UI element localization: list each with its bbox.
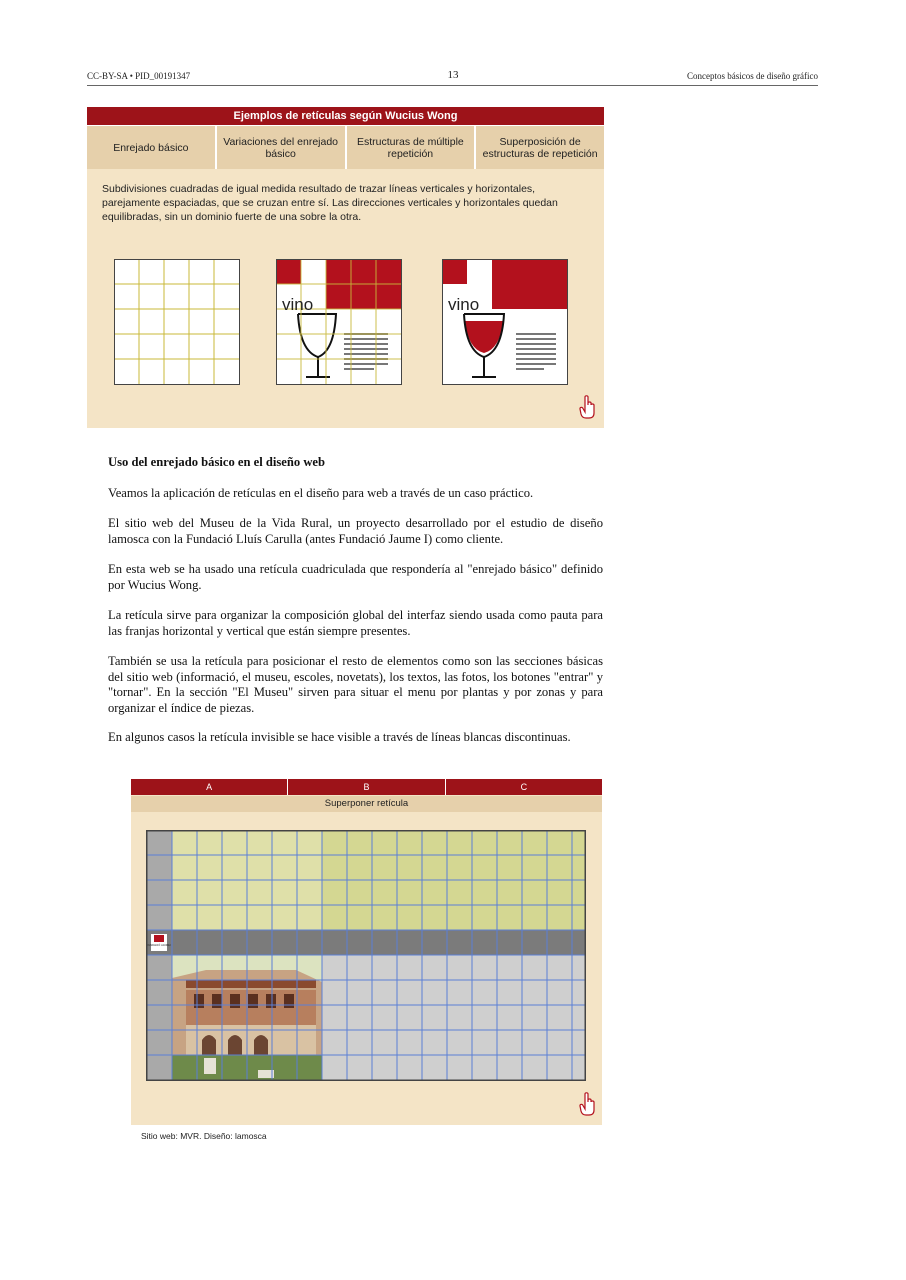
thumb-vino-grid bbox=[276, 259, 402, 385]
tab-estructuras[interactable]: Estructuras de múltiple repetición bbox=[347, 126, 477, 169]
pointer-hand-icon-2[interactable] bbox=[579, 1092, 597, 1116]
paragraph-3: En esta web se ha usado una retícula cuadriculada que respondería al "enrejado básico" definido por Wucius Wong. bbox=[108, 562, 603, 592]
section-heading: Uso del enrejado básico en el diseño web bbox=[108, 455, 326, 469]
figure-superponer-reticula bbox=[131, 779, 602, 1125]
header-left: CC-BY-SA • PID_00191347 bbox=[87, 71, 191, 81]
paragraph-6: En algunos casos la retícula invisible se hace visible a través de líneas blancas discontinuas. bbox=[108, 730, 571, 744]
tab-b[interactable]: B bbox=[288, 779, 445, 795]
figure2-tabs bbox=[131, 779, 602, 795]
thumb-basic-grid bbox=[114, 259, 240, 385]
vino-final-graphic bbox=[442, 259, 568, 385]
figure1-title: Ejemplos de retículas según Wucius Wong bbox=[87, 107, 604, 125]
superponer-reticula-label[interactable]: Superponer retícula bbox=[131, 796, 602, 812]
header-rule bbox=[87, 85, 818, 86]
header-right: Conceptos básicos de diseño gráfico bbox=[687, 71, 818, 81]
tab-superposicion[interactable]: Superposición de estructuras de repetición bbox=[476, 126, 604, 169]
tab-a[interactable]: A bbox=[131, 779, 288, 795]
paragraph-1: Veamos la aplicación de retículas en el diseño para web a través de un caso práctico. bbox=[108, 486, 534, 500]
figure2-caption: Sitio web: MVR. Diseño: lamosca bbox=[141, 1131, 267, 1141]
website-grid-graphic bbox=[146, 830, 586, 1081]
logo-text: FUNDACIÓ JAUME I bbox=[146, 944, 172, 947]
tab-c[interactable]: C bbox=[446, 779, 602, 795]
vino-word: vino bbox=[282, 295, 314, 314]
tab-variaciones[interactable]: Variaciones del enrejado básico bbox=[217, 126, 347, 169]
figure-wucius-wong bbox=[87, 107, 604, 428]
thumb-vino-final bbox=[442, 259, 568, 385]
basic-grid-graphic bbox=[114, 259, 240, 385]
page-number: 13 bbox=[447, 69, 459, 81]
paragraph-2: El sitio web del Museu de la Vida Rural, un proyecto desarrollado por el estudio de diseño lamosca con la Fundació Lluís Carulla (antes Fundació Jaume I) como cliente. bbox=[108, 516, 603, 546]
paragraph-4: La retícula sirve para organizar la composición global del interfaz siendo usada como pauta para las franjas horizontal y vertical que están siempre presentes. bbox=[108, 608, 603, 638]
paragraph-5: También se usa la retícula para posicionar el resto de elementos como son las secciones básicas del sitio web (informació, el museu, escoles, novetats), los textos, las fotos, los botones "entrar" y "tornar". En la sección "El Museu" sirven para situar el menu por plantas y por zonas y para organizar el índice de piezas. bbox=[108, 654, 603, 715]
vino-grid-graphic bbox=[276, 259, 402, 385]
website-grid-preview bbox=[146, 830, 586, 1081]
figure1-description: Subdivisiones cuadradas de igual medida resultado de trazar líneas verticales y horizontales, parejamente espaciadas, que se cruzan entre sí. Las direcciones verticales y horizontales quedan equilibradas, sin un dominio fuerte de una sobre la otra. bbox=[102, 183, 558, 223]
pointer-hand-icon[interactable] bbox=[579, 395, 597, 419]
tab-enrejado-basico[interactable]: Enrejado básico bbox=[87, 126, 217, 169]
figure1-tabs bbox=[87, 125, 604, 169]
vino-word-2: vino bbox=[448, 295, 480, 314]
